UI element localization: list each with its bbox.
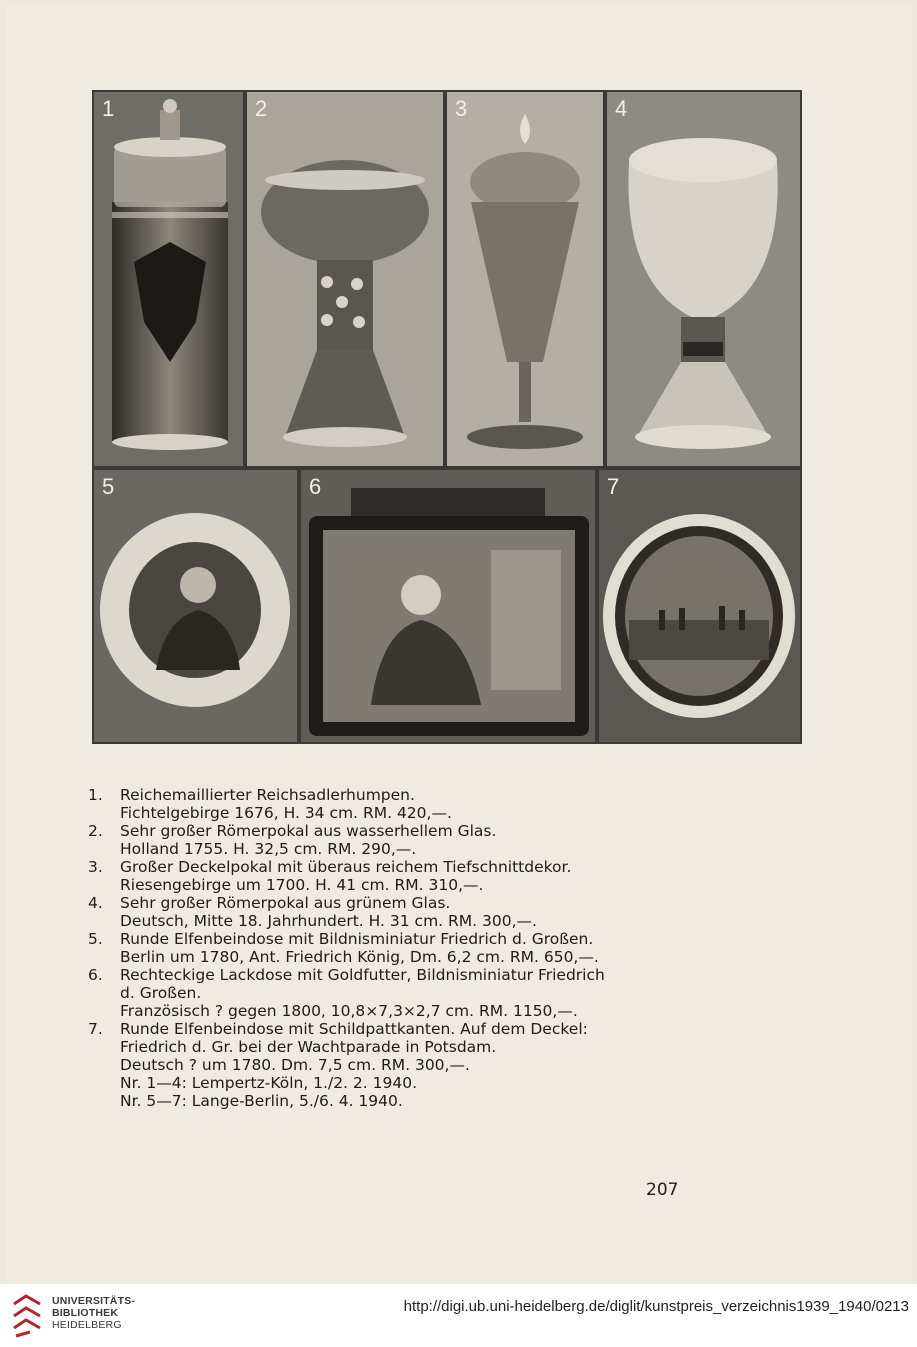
photo-number: 2 [255,96,268,121]
lot-source-1: Nr. 1—4: Lempertz-Köln, 1./2. 2. 1940. [120,1074,417,1092]
lot-source-2: Nr. 5—7: Lange-Berlin, 5./6. 4. 1940. [120,1092,403,1110]
library-logo-icon [10,1292,44,1340]
source-url-link[interactable]: http://digi.ub.uni-heidelberg.de/diglit/kunstpreis_verzeichnis1939_1940/0213 [403,1298,909,1315]
photo-6-lackdose [301,470,595,742]
photo-number: 7 [607,474,620,499]
photo-plate [92,90,802,744]
photo-2-roemer [247,92,443,466]
photo-number: 5 [102,474,115,499]
photo-number: 3 [455,96,468,121]
caption-5: 5. Runde Elfenbeindose mit Bildnisminiatur Friedrich d. Großen. Berlin um 1780, Ant. Friedrich König, Dm. 6,2 cm. RM. 650,—. [88,930,599,966]
caption-1: 1. Reichemaillierter Reichsadlerhumpen. Fichtelgebirge 1676, H. 34 cm. RM. 420,—. [88,786,452,822]
caption-7: 7. Runde Elfenbeindose mit Schildpattkanten. Auf dem Deckel: Friedrich d. Gr. bei der Wachtparade in Potsdam. Deutsch ? um 1780. Dm. 7,5 cm. RM. 300,—. [88,1020,588,1074]
photo-5-elfenbeindose [94,470,297,742]
photo-3-deckelpokal [447,92,603,466]
photo-number: 6 [309,474,322,499]
photo-1-humpen [94,92,243,466]
photo-4-roemer-gruen [607,92,800,466]
library-name: UNIVERSITÄTS- BIBLIOTHEK HEIDELBERG [52,1295,136,1331]
photo-number: 4 [615,96,628,121]
caption-3: 3. Großer Deckelpokal mit überaus reichem Tiefschnittdekor. Riesengebirge um 1700. H. 41 cm. RM. 310,—. [88,858,572,894]
caption-list [88,786,688,1110]
photo-7-schildpattdose [599,470,800,742]
footer-bar [0,1284,917,1347]
photo-number: 1 [102,96,115,121]
page-number: 207 [646,1180,679,1200]
caption-6: 6. Rechteckige Lackdose mit Goldfutter, Bildnisminiatur Friedrich d. Großen. Französisch ? gegen 1800, 10,8×7,3×2,7 cm. RM. 1150,—. [88,966,605,1020]
caption-2: 2. Sehr großer Römerpokal aus wasserhellem Glas. Holland 1755. H. 32,5 cm. RM. 290,—. [88,822,497,858]
caption-4: 4. Sehr großer Römerpokal aus grünem Glas. Deutsch, Mitte 18. Jahrhundert. H. 31 cm. RM. 300,—. [88,894,537,930]
